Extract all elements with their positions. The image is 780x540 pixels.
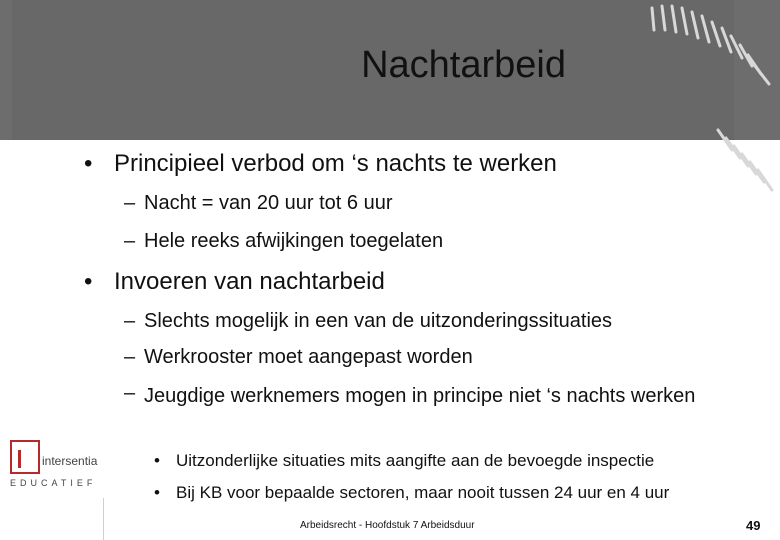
bullet-marker: • (154, 451, 160, 470)
dash-marker: – (124, 346, 136, 368)
bullet-marker: • (84, 268, 93, 295)
sub-bullet-2-1-text: Slechts mogelijk in een van de uitzonderingssituaties (144, 310, 613, 332)
logo-brand: intersentia (42, 454, 98, 468)
slide-title: Nachtarbeid (361, 44, 566, 86)
logo-mark-icon (10, 440, 40, 474)
dash-marker: – (124, 382, 136, 404)
intersentia-logo (10, 440, 110, 492)
footer-divider (103, 498, 104, 540)
sub-bullet-1-2-text: Hele reeks afwijkingen toegelaten (144, 230, 444, 252)
sub-sub-bullet-1-text: Uitzonderlijke situaties mits aangifte aan de bevoegde inspectie (176, 451, 655, 470)
sub-bullet-2-3-text: Jeugdige werknemers mogen in principe niet ‘s nachts werken (144, 385, 696, 407)
sub-bullet-2-2-text: Werkrooster moet aangepast worden (144, 346, 473, 368)
sub-bullet-1-1-text: Nacht = van 20 uur tot 6 uur (144, 192, 393, 214)
dash-marker: – (124, 192, 136, 214)
dash-marker: – (124, 310, 136, 332)
logo-tagline: EDUCATIEF (10, 478, 97, 488)
page-number: 49 (746, 518, 761, 533)
bullet-1-text: Principieel verbod om ‘s nachts te werken (114, 150, 557, 177)
dash-marker: – (124, 230, 136, 252)
bullet-2-text: Invoeren van nachtarbeid (114, 268, 385, 295)
bullet-marker: • (154, 483, 160, 502)
sub-sub-bullet-2-text: Bij KB voor bepaalde sectoren, maar nooit tussen 24 uur en 4 uur (176, 483, 670, 502)
bullet-marker: • (84, 150, 93, 177)
footer-text: Arbeidsrecht - Hoofdstuk 7 Arbeidsduur (300, 520, 475, 531)
